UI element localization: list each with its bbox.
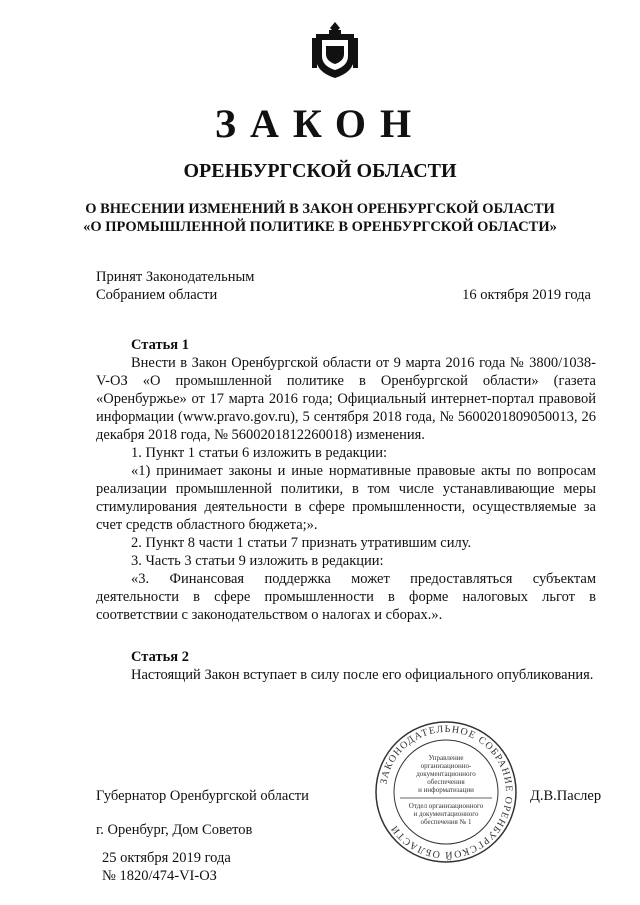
stamp-line-6: Отдел организационного: [408, 802, 484, 810]
law-number: № 1820/474-VI-ОЗ: [102, 868, 217, 884]
article-2-heading: Статья 2: [131, 649, 189, 665]
region-title: ОРЕНБУРГСКОЙ ОБЛАСТИ: [183, 160, 457, 182]
article-1-intro: Внести в Закон Оренбургской области от 9 марта 2016 года № 3800/1038-V-ОЗ «О промышленной политике в Оренбургской области» (газета «Оренбуржье» от 17 марта 2016 года; Официальный интернет-портал правовой информации (www.pravo.gov.ru), 5 сентября 2018 года, № 5600201809050013, 26 декабря 2018 года, № 5600201812260018) изменения.: [96, 355, 596, 443]
stamp-line-3: документационного: [416, 770, 476, 778]
law-subject: [60, 200, 580, 236]
stamp-line-7: и документационного: [413, 810, 479, 818]
stamp-line-2: организационно-: [420, 762, 472, 770]
stamp-line-8: обеспечения № 1: [420, 818, 472, 826]
subject-line-2: «О ПРОМЫШЛЕННОЙ ПОЛИТИКЕ В ОРЕНБУРГСКОЙ ОБЛАСТИ»: [83, 219, 557, 235]
document-title: ЗАКОН: [214, 101, 426, 146]
adoption-line-1: Принят Законодательным: [96, 269, 255, 285]
stamp-ring-text: ЗАКОНОДАТЕЛЬНОЕ СОБРАНИЕ ОРЕНБУРГСКОЙ ОБЛАСТИ: [378, 723, 515, 861]
article-1: [96, 336, 596, 624]
article-1-item-1: 1. Пункт 1 статьи 6 изложить в редакции:: [131, 445, 387, 461]
article-1-item-1-text: «1) принимает законы и иные нормативные правовые акты по вопросам реализации промышленной политики, в том числе устанавливающие меры стимулирования деятельности в сфере промышленности, осуществляемые за счет средств областного бюджета;».: [96, 463, 596, 533]
subject-line-1: О ВНЕСЕНИИ ИЗМЕНЕНИЙ В ЗАКОН ОРЕНБУРГСКОЙ ОБЛАСТИ: [85, 201, 555, 217]
coat-of-arms-icon: [310, 20, 360, 80]
signing-date: 25 октября 2019 года: [102, 850, 231, 866]
signatory-position: Губернатор Оренбургской области: [96, 788, 309, 804]
stamp-line-4: обеспечения: [427, 778, 465, 786]
signatory-name: Д.В.Паслер: [530, 788, 602, 804]
adoption-body: [96, 268, 254, 304]
article-1-heading: Статья 1: [131, 337, 189, 353]
article-2-text: Настоящий Закон вступает в силу после его официального опубликования.: [131, 667, 594, 683]
signing-place: г. Оренбург, Дом Советов: [96, 822, 253, 838]
signing-info: [102, 849, 231, 885]
official-stamp: [374, 720, 518, 864]
adoption-date: 16 октября 2019 года: [462, 287, 591, 303]
article-2: [96, 648, 596, 684]
adoption-line-2: Собранием области: [96, 287, 218, 303]
article-1-item-3-text: «3. Финансовая поддержка может предоставляться субъектам деятельности в сфере промышленности в форме налоговых льгот в соответствии с законодательством о налогах и сборах.».: [96, 571, 596, 623]
article-1-item-3: 3. Часть 3 статьи 9 изложить в редакции:: [131, 553, 384, 569]
stamp-line-1: Управление: [428, 754, 464, 762]
article-1-item-2: 2. Пункт 8 части 1 статьи 7 признать утратившим силу.: [131, 535, 472, 551]
stamp-line-5: и информатизации: [418, 786, 474, 794]
